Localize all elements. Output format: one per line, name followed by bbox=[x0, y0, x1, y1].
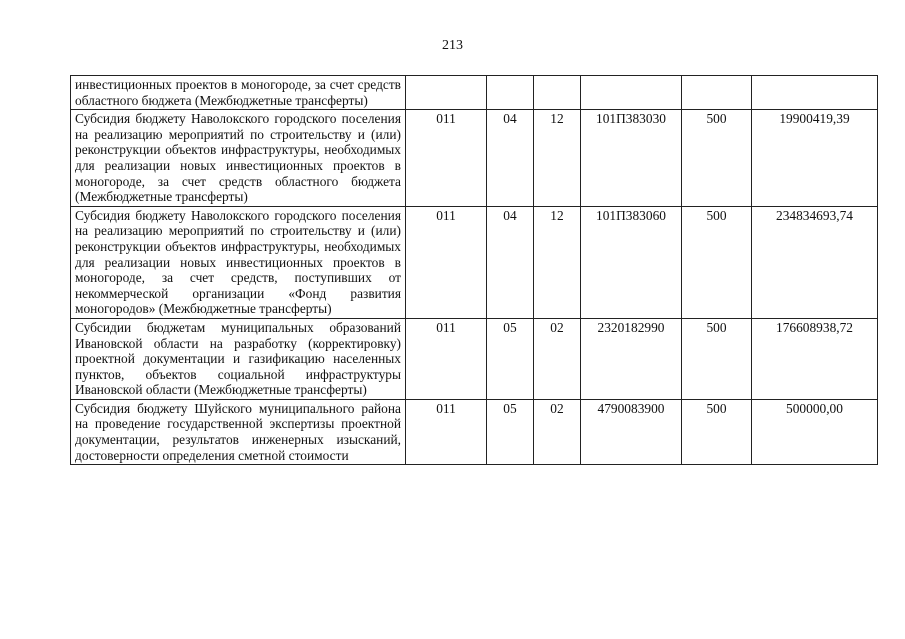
row-sum: 500000,00 bbox=[752, 399, 878, 464]
row-name: Субсидия бюджету Наволокского городского поселения на реализацию мероприятий по строительству и (или) реконструкции объектов инфраструктуры, необходимых для реализации новых инвестиционных проектов в моногороде, за счет средств, поступивших от некоммерческой организации «Фонд развития моногородов» (Межбюджетные трансферты) bbox=[71, 206, 406, 318]
row-expense-type bbox=[682, 76, 752, 110]
row-target-code: 4790083900 bbox=[581, 399, 682, 464]
row-target-code: 101П383060 bbox=[581, 206, 682, 318]
table-row bbox=[71, 318, 878, 399]
row-subsection: 02 bbox=[534, 318, 581, 399]
row-target-code: 101П383030 bbox=[581, 110, 682, 207]
row-admin-code: 011 bbox=[406, 399, 487, 464]
row-admin-code: 011 bbox=[406, 318, 487, 399]
row-section: 04 bbox=[487, 110, 534, 207]
row-subsection: 12 bbox=[534, 206, 581, 318]
row-expense-type: 500 bbox=[682, 318, 752, 399]
row-name bbox=[71, 399, 406, 464]
row-name: Субсидия бюджету Наволокского городского поселения на реализацию мероприятий по строительству и (или) реконструкции объектов инфраструктуры, необходимых для реализации новых инвестиционных проектов в моногороде, за счет средств областного бюджета (Межбюджетные трансферты) bbox=[71, 110, 406, 207]
table-row bbox=[71, 206, 878, 318]
row-sum: 19900419,39 bbox=[752, 110, 878, 207]
row-admin-code: 011 bbox=[406, 110, 487, 207]
row-expense-type: 500 bbox=[682, 399, 752, 464]
budget-table bbox=[70, 75, 878, 465]
table-row bbox=[71, 76, 878, 110]
row-sum: 234834693,74 bbox=[752, 206, 878, 318]
page-number: 213 bbox=[442, 38, 463, 53]
row-subsection bbox=[534, 76, 581, 110]
row-admin-code: 011 bbox=[406, 206, 487, 318]
row-subsection: 12 bbox=[534, 110, 581, 207]
row-admin-code bbox=[406, 76, 487, 110]
table-row bbox=[71, 399, 878, 464]
row-name: инвестиционных проектов в моногороде, за счет средств областного бюджета (Межбюджетные трансферты) bbox=[71, 76, 406, 110]
row-expense-type: 500 bbox=[682, 110, 752, 207]
row-section bbox=[487, 76, 534, 110]
row-expense-type: 500 bbox=[682, 206, 752, 318]
row-sum bbox=[752, 76, 878, 110]
row-target-code: 2320182990 bbox=[581, 318, 682, 399]
row-name-text: Субсидия бюджету Шуйского муниципального района на проведение государственной экспертизы проектной документации, результатов инженерных изысканий, достоверности определения сметной стоимости bbox=[75, 400, 401, 463]
table-row bbox=[71, 110, 878, 207]
row-section: 04 bbox=[487, 206, 534, 318]
row-target-code bbox=[581, 76, 682, 110]
row-subsection: 02 bbox=[534, 399, 581, 464]
row-section: 05 bbox=[487, 318, 534, 399]
row-section: 05 bbox=[487, 399, 534, 464]
row-name: Субсидии бюджетам муниципальных образований Ивановской области на разработку (корректировку) проектной документации и газификацию населенных пунктов, объектов социальной инфраструктуры Ивановской области (Межбюджетные трансферты) bbox=[71, 318, 406, 399]
row-sum: 176608938,72 bbox=[752, 318, 878, 399]
